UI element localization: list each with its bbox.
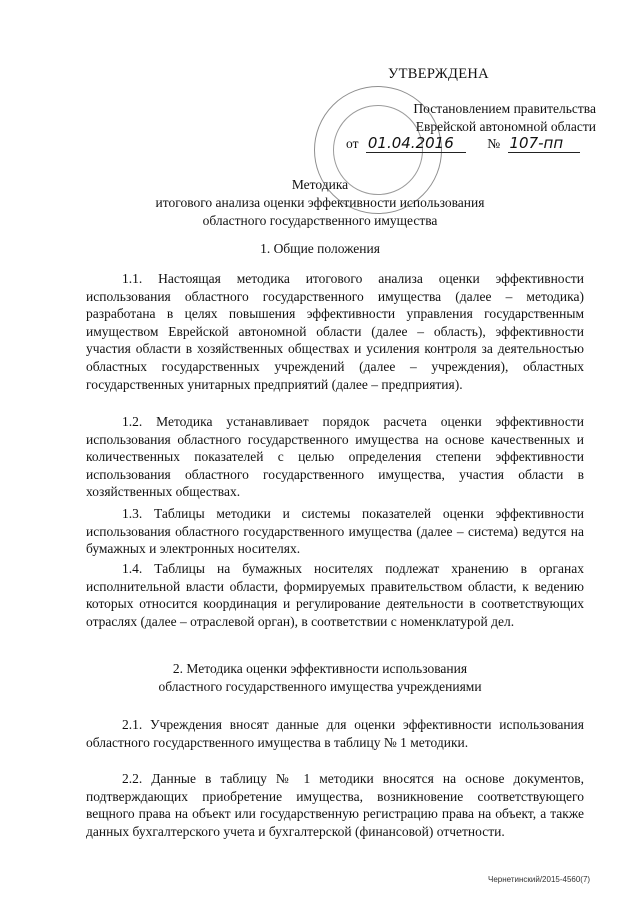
section-2-heading (60, 660, 580, 696)
decree-line-1: Постановлением правительства (413, 101, 596, 116)
decree-line-2: Еврейской автономной области (415, 119, 596, 134)
title-line-2: итогового анализа оценки эффективности использования (155, 195, 485, 210)
paragraph-1-2: 1.2. Методика устанавливает порядок расчета оценки эффективности использования областного государственного имущества на основе качественных и количественных показателей с целью определения степени эффективности использования областного государственного имущества, участия области в хозяйственных обществах. (86, 414, 584, 500)
section-2-heading-line-2: областного государственного имущества учреждениями (158, 679, 482, 694)
handwritten-date: 01.04.2016 (366, 134, 466, 153)
title-line-3: областного государственного имущества (202, 213, 438, 228)
number-prefix: № (487, 136, 501, 151)
paragraph-2-2: 2.2. Данные в таблицу № 1 методики вносятся на основе документов, подтверждающих приобретение имущества, возникновение соответствующего вещного права на объект или государственную регистрацию права на объект, а также данных бухгалтерского учета и бухгалтерской (финансовой) отчетности. (86, 771, 584, 839)
title-line-1: Методика (291, 177, 349, 192)
document-title (90, 176, 550, 230)
handwritten-number: 107-пп (508, 134, 580, 153)
section-2-heading-line-1: 2. Методика оценки эффективности использования (172, 661, 468, 676)
paragraph-1-1: 1.1. Настоящая методика итогового анализа оценки эффективности использования областного государственного имущества (далее – методика) разработана в целях повышения эффективности управления государственным имуществом Еврейской автономной области (далее – область), эффективности участия области в хозяйственных обществах и усиления контроля за деятельностью областных государственных учреждений (далее – учреждения), областных государственных унитарных предприятий (далее – предприятия). (86, 271, 584, 392)
date-prefix: от (346, 136, 359, 151)
decree-date-number-line (306, 134, 606, 153)
approved-label: УТВЕРЖДЕНА (388, 66, 489, 82)
section-1-heading: 1. Общие положения (260, 241, 380, 256)
paragraph-2-1: 2.1. Учреждения вносят данные для оценки эффективности использования областного государственного имущества в таблицу № 1 методики. (86, 717, 584, 750)
paragraph-1-4: 1.4. Таблицы на бумажных носителях подлежат хранению в органах исполнительной власти области, формируемых правительством области, к ведению которых относится координация и регулирование деятельности в соответствующих отраслях (далее – отраслевой орган), в соответствии с номенклатурой дел. (86, 561, 584, 629)
footer-code: Чернетинский/2015-4560(7) (488, 875, 591, 884)
decree-reference (356, 100, 596, 136)
paragraph-1-3: 1.3. Таблицы методики и системы показателей оценки эффективности использования областного государственного имущества (далее – система) ведутся на бумажных и электронных носителях. (86, 506, 584, 557)
